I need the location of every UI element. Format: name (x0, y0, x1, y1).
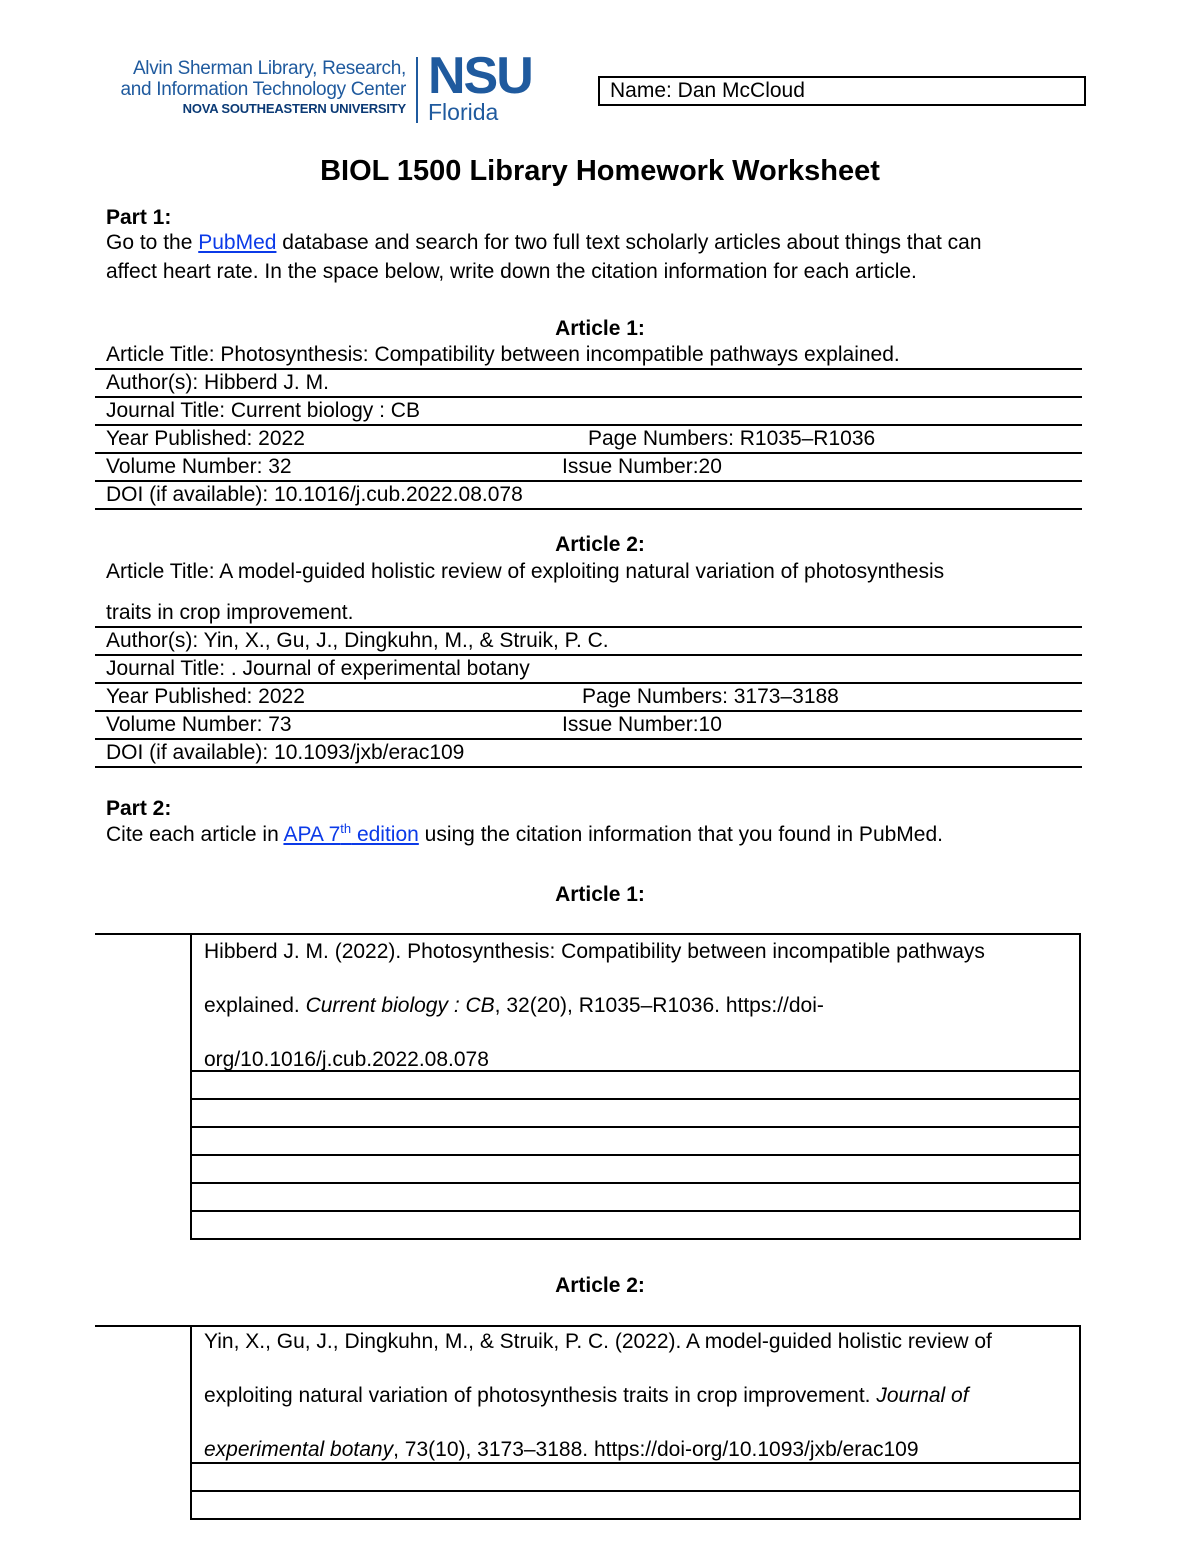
article1-title-row (95, 342, 1082, 370)
apa-link-text: APA 7 (283, 823, 341, 846)
article2-doi: DOI (if available): 10.1093/jxb/erac109 (106, 741, 465, 764)
article1-doi-row (95, 482, 1082, 510)
article1-year: Year Published: 2022 (106, 427, 305, 450)
citation2-before: Yin, X., Gu, J., Dingkuhn, M., & Struik, P. C. (2022). A model-guided holistic review of exploiting natural variation of photosynthesis traits in crop improvement. (204, 1330, 992, 1407)
citation1-stub-line (95, 933, 190, 935)
article1-doi: DOI (if available): 10.1016/j.cub.2022.08.078 (106, 483, 523, 506)
citation2-stub-line (95, 1325, 190, 1327)
article2-journal-row (95, 656, 1082, 684)
nsu-florida-logo: Florida (428, 99, 499, 125)
article2-volume-row (95, 712, 1082, 740)
article2-authors: Author(s): Yin, X., Gu, J., Dingkuhn, M., & Struik, P. C. (106, 629, 609, 652)
citation1-before: Hibberd J. M. (2022). Photosynthesis: Compatibility between incompatible pathways explained. (204, 940, 985, 1017)
article2-title-line2: traits in crop improvement. (106, 601, 354, 624)
article2-year: Year Published: 2022 (106, 685, 305, 708)
article1-pages: Page Numbers: R1035–R1036 (588, 427, 876, 450)
citation1-journal: Current biology : CB (305, 994, 495, 1017)
article2-year-row (95, 684, 1082, 712)
apa-7th-edition-link[interactable] (283, 823, 418, 846)
part1-heading: Part 1: (106, 206, 172, 229)
citation2-journal: Journal of experimental botany (204, 1384, 969, 1461)
article1-journal: Journal Title: Current biology : CB (106, 399, 420, 422)
article1-year-row (95, 426, 1082, 454)
citation1-rule-5 (192, 1182, 1079, 1184)
article2-issue: Issue Number:10 (562, 713, 722, 736)
citation2-rule-1 (192, 1462, 1079, 1464)
citation2-rule-2 (192, 1490, 1079, 1492)
article2-doi-row (95, 740, 1082, 768)
part2-heading: Part 2: (106, 797, 172, 820)
article1-authors-row (95, 370, 1082, 398)
citation1-rule-6 (192, 1210, 1079, 1212)
part1-intro-line2: affect heart rate. In the space below, write down the citation information for each article. (106, 260, 917, 283)
citation1-heading: Article 1: (555, 883, 645, 906)
part1-intro-before: Go to the (106, 231, 199, 254)
article1-title: Article Title: Photosynthesis: Compatibility between incompatible pathways explained. (106, 343, 900, 366)
logo-line-1: Alvin Sherman Library, Research, (132, 58, 406, 79)
citation2-after: , 73(10), 3173–3188. https://doi-org/10.1093/jxb/erac109 (393, 1438, 919, 1461)
article1-heading: Article 1: (555, 317, 645, 340)
citation2-box[interactable] (190, 1325, 1081, 1520)
article1-issue: Issue Number:20 (562, 455, 722, 478)
logo-line-2: and Information Technology Center (120, 79, 406, 100)
logo-line-3: NOVA SOUTHEASTERN UNIVERSITY (182, 101, 406, 116)
part1-intro-after: database and search for two full text scholarly articles about things that can (276, 231, 982, 254)
article2-pages: Page Numbers: 3173–3188 (582, 685, 839, 708)
article1-journal-row (95, 398, 1082, 426)
article2-authors-row (95, 628, 1082, 656)
citation1-rule-2 (192, 1098, 1079, 1100)
name-field[interactable]: Name: Dan McCloud (598, 76, 1086, 106)
citation1-rule-1 (192, 1070, 1079, 1072)
article2-heading: Article 2: (555, 533, 645, 556)
article2-title-line1: Article Title: A model-guided holistic review of exploiting natural variation of photosynthesis (106, 560, 945, 583)
article2-title-row (95, 600, 1082, 628)
citation2-heading: Article 2: (555, 1274, 645, 1297)
part1-intro (106, 229, 982, 257)
apa-link-sup: th (340, 821, 352, 836)
apa-link-after: edition (351, 823, 419, 846)
pubmed-link[interactable]: PubMed (198, 231, 277, 254)
article1-volume: Volume Number: 32 (106, 455, 292, 478)
article2-journal: Journal Title: . Journal of experimental botany (106, 657, 530, 680)
citation1-rule-4 (192, 1154, 1079, 1156)
citation1-text (204, 925, 1069, 1087)
citation1-box[interactable] (190, 933, 1081, 1240)
page-title: BIOL 1500 Library Homework Worksheet (320, 155, 880, 187)
citation1-after: , 32(20), R1035–R1036. https://doi-org/10.1016/j.cub.2022.08.078 (204, 994, 824, 1071)
citation1-rule-3 (192, 1126, 1079, 1128)
library-logo (112, 58, 406, 118)
part2-intro-before: Cite each article in (106, 823, 284, 846)
article1-authors: Author(s): Hibberd J. M. (106, 371, 329, 394)
citation2-text (204, 1315, 1069, 1477)
logo-divider (416, 57, 418, 123)
article2-volume: Volume Number: 73 (106, 713, 292, 736)
article1-volume-row (95, 454, 1082, 482)
nsu-logo: NSU (428, 47, 532, 105)
part2-intro-after: using the citation information that you found in PubMed. (418, 823, 943, 846)
part2-intro (106, 821, 943, 849)
